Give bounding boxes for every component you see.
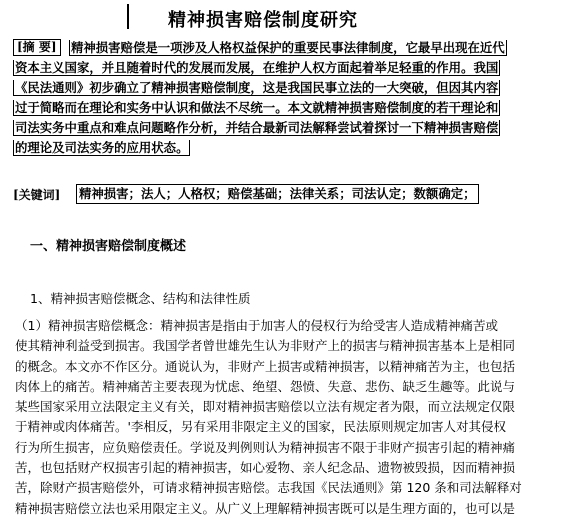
document-title: 精神损害赔偿制度研究 — [168, 10, 358, 31]
abstract-line: 精神损害赔偿是一项涉及人格权益保护的重要民事法律制度，它最早出现在近代 — [71, 40, 505, 55]
body-line: 的概念。本文亦不作区分。通说认为，非财产上损害或精神损害，以精神痛苦为主，也包括 — [15, 358, 516, 374]
body-paragraph — [15, 316, 575, 519]
subsection-heading: 1、精神损害赔偿概念、结构和法律性质 — [30, 291, 251, 306]
keywords-list: 精神损害；法人；人格权；赔偿基础；法律关系；司法认定；数额确定； — [76, 184, 479, 204]
abstract-label: [摘 要] — [13, 39, 61, 56]
body-line: 肉体上的痛苦。精神痛苦主要表现为忧虑、绝望、怨愤、失意、悲伤、缺乏生趣等。此说与 — [15, 378, 516, 394]
title-bar-decoration — [127, 4, 129, 29]
body-line: 精神损害赔偿立法也采用限定主义。从广义上理解精神损害既可以是生理方面的，也可以是 — [15, 500, 516, 516]
section-heading: 一、精神损害赔偿制度概述 — [30, 239, 187, 254]
abstract-line: 过于简略而在理论和实务中认识和做法不尽统一。本文就精神损害赔偿制度的若干理论和 — [15, 100, 499, 115]
abstract-line: 司法实务中重点和难点问题略作分析，并结合最新司法解释尝试着探讨一下精神损害赔偿 — [15, 120, 499, 135]
body-line: 苦，除财产损害赔偿外，可请求精神损害赔偿。志我国《民法通则》第 120 条和司法解释对 — [15, 480, 522, 496]
abstract-block — [13, 38, 569, 158]
abstract-line: 《民法通则》初步确立了精神损害赔偿制度，这是我国民事立法的一大突破，但因其内容 — [15, 80, 499, 95]
body-line: 于精神或肉体痛苦。'李相反，另有采用非限定主义的国家，民法原则规定加害人对其侵权 — [15, 419, 506, 435]
abstract-line: 的理论及司法实务的应用状态。 — [15, 140, 189, 155]
body-line: 行为所生损害，应负赔偿责任。学说及判例则认为精神损害不限于非财产损害引起的精神痛 — [15, 439, 516, 455]
body-line: 苦，也包括财产权损害引起的精神损害，如心爱物、亲人纪念品、遗物被毁损，因而精神损 — [15, 460, 516, 476]
keywords-label: [关键词] — [13, 188, 61, 202]
abstract-line: 资本主义国家，并且随着时代的发展而发展，在维护人权方面起着举足轻重的作用。我国 — [15, 60, 499, 75]
body-line: （1）精神损害赔偿概念：精神损害是指由于加害人的侵权行为给受害人造成精神痛苦或 — [15, 318, 498, 333]
body-line: 使其精神利益受到损害。我国学者曾世雄先生认为非财产上的损害与精神损害基本上是相同 — [15, 338, 516, 354]
body-line: 某些国家采用立法限定主义有关，即对精神损害赔偿以立法有规定者为限，而立法规定仅限 — [15, 399, 516, 415]
